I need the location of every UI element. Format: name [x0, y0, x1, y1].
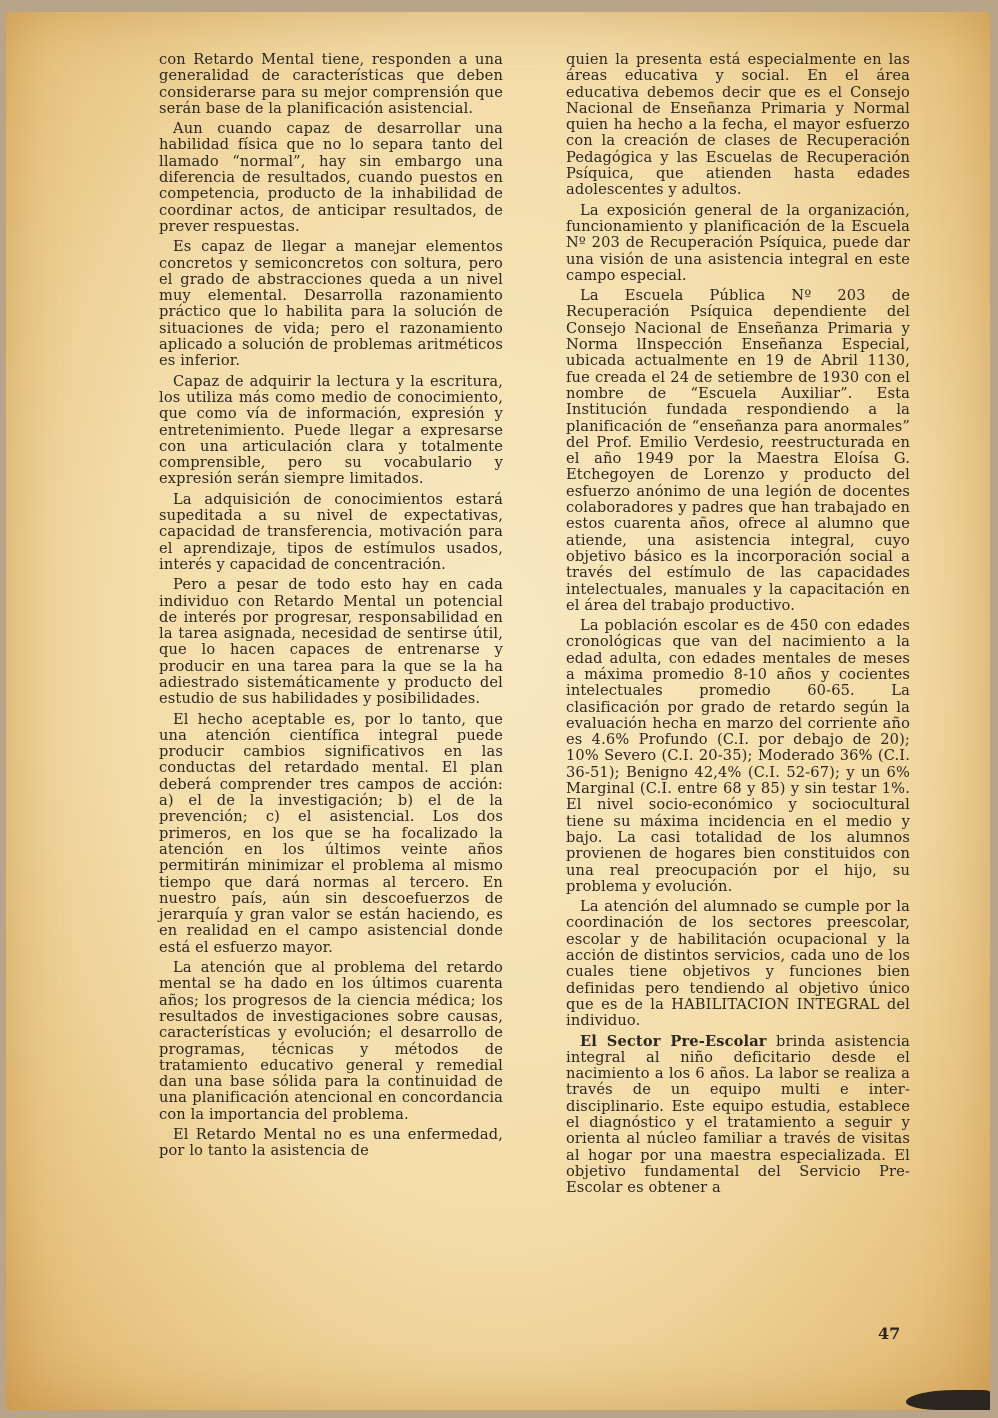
left-text-column	[159, 52, 503, 1164]
paragraph: Aun cuando capaz de desarrollar una habilidad física que no lo separa tanto del llamado “normal”, hay sin embargo una diferencia de resultados, cuando puestos en competencia, producto de la inhabilidad de coordinar actos, de anticipar resultados, de prever respuestas.	[159, 120, 503, 235]
paragraph	[566, 1034, 910, 1197]
paragraph: Capaz de adquirir la lectura y la escritura, los utiliza más como medio de conocimiento, que como vía de información, expresión y entretenimiento. Puede llegar a expresarse con una articulación clara y totalmente comprensible, pero su vocabulario y expresión serán siempre limitados.	[159, 372, 503, 488]
paragraph: La atención que al problema del retardo mental se ha dado en los últimos cuarenta años; los progresos de la ciencia médica; los resultados de investigaciones sobre causas, características y evolución; el desarrollo de programas, técnicas y métodos de tratamiento educativo general y remedial dan una base sólida para la continuidad de una planificación atencional en concordancia con la importancia del problema.	[159, 959, 503, 1123]
paragraph: La población escolar es de 450 con edades cronológicas que van del nacimiento a la edad adulta, con edades mentales de meses a máxima promedio 8-10 años y cocientes intelectuales promedio 60-65. La clasificación por grado de retardo según la evaluación hecha en marzo del corriente año es 4.6% Profundo (C.I. por debajo de 20); 10% Severo (C.I. 20-35); Moderado 36% (C.I. 36-51); Benigno 42,4% (C.I. 52-67); y un 6% Marginal (C.I. entre 68 y 85) y sin testar 1%. El nivel socio-económico y sociocultural tiene su máxima incidencia en el medio y bajo. La casi totalidad de los alumnos provienen de hogares bien constituidos con una real preocupación por el hijo, su problema y evolución.	[566, 617, 910, 895]
right-text-column	[566, 52, 910, 1200]
paragraph: La exposición general de la organización, funcionamiento y planificación de la Escuela Nº 203 de Recuperación Psíquica, puede dar una visión de una asistencia integral en este campo especial.	[566, 201, 910, 284]
paragraph: La atención del alumnado se cumple por la coordinación de los sectores preescolar, escolar y de habilitación ocupacional y la acción de distintos servicios, cada uno de los cuales tiene objetivos y funciones bien definidas pero tendiendo al objetivo único que es de la HABILITACION INTEGRAL del individuo.	[566, 898, 910, 1030]
magazine-page	[6, 12, 990, 1410]
paragraph: El hecho aceptable es, por lo tanto, que una atención científica integral puede producir cambios significativos en las conductas del retardado mental. El plan deberá comprender tres campos de acción: a) el de la investigación; b) el de la prevención; c) el asistencial. Los dos primeros, en los que se ha focalizado la atención en los últimos veinte años permitirán minimizar el problema al mismo tiempo que dará normas al tercero. En nuestro país, aún sin descoefuerzos de jerarquía y gran valor se están haciendo, es en realidad en el campo asistencial donde está el esfuerzo mayor.	[159, 710, 503, 956]
paragraph: Pero a pesar de todo esto hay en cada individuo con Retardo Mental un potencial de interés por progresar, responsabilidad en la tarea asignada, necesidad de sentirse útil, que lo hacen capaces de entrenarse y producir en una tarea para la que se la ha adiestrado sistemáticamente y producto del estudio de sus habilidades y posibilidades.	[159, 576, 503, 708]
paragraph: con Retardo Mental tiene, responden a una generalidad de características que deben considerarse para su mejor comprensión que serán base de la planificación asistencial.	[159, 51, 503, 117]
paragraph-text: brinda asistencia integral al niño deficitario desde el nacimiento a los 6 años. La labor se realiza a través de un equipo multi e inter-disciplinario. Este equipo estudia, establece el diagnóstico y el tratamiento a seguir y orienta al núcleo familiar a través de visitas al hogar por una maestra especializada. El objetivo fundamental del Servicio Pre-Escolar es obtener a	[566, 1032, 910, 1197]
paragraph: El Retardo Mental no es una enfermedad, por lo tanto la asistencia de	[159, 1126, 503, 1160]
paragraph: La adquisición de conocimientos estará supeditada a su nivel de expectativas, capacidad de transferencia, motivación para el aprendizaje, tipos de estímulos usados, interés y capacidad de concentración.	[159, 490, 503, 573]
paragraph: quien la presenta está especialmente en las áreas educativa y social. En el área educativa debemos decir que es el Consejo Nacional de Enseñanza Primaria y Normal quien ha hecho a la fecha, el mayor esfuerzo con la creación de clases de Recuperación Pedagógica y las Escuelas de Recuperación Psíquica, que atienden hasta edades adolescentes y adultos.	[566, 51, 910, 199]
section-lead-heading: El Sector Pre-Escolar	[580, 1032, 767, 1050]
paragraph: La Escuela Pública Nº 203 de Recuperación Psíquica dependiente del Consejo Nacional de Enseñanza Primaria y Norma lInspección Enseñanza Especial, ubicada actualmente en 19 de Abril 1130, fue creada el 24 de setiembre de 1930 con el nombre de “Escuela Auxiliar”. Esta Institución fundada respondiendo a la planificación de “enseñanza para anormales” del Prof. Emilio Verdesio, reestructurada en el año 1949 por la Maestra Eloísa G. Etchegoyen de Lorenzo y producto del esfuerzo anónimo de una legión de docentes colaboradores y padres que han trabajado en estos cuarenta años, ofrece al alumno que atiende, una asistencia integral, cuyo objetivo básico es la incorporación social a través del estímulo de las capacidades intelectuales, manuales y la capacitación en el área del trabajo productivo.	[566, 287, 910, 614]
page-number: 47	[878, 1324, 901, 1343]
torn-corner	[906, 1390, 990, 1410]
paragraph: Es capaz de llegar a manejar elementos concretos y semiconcretos con soltura, pero el grado de abstracciones queda a un nivel muy elemental. Desarrolla razonamiento práctico que lo habilita para la solución de situaciones de vida; pero el razonamiento aplicado a solución de problemas aritméticos es inferior.	[159, 238, 503, 370]
